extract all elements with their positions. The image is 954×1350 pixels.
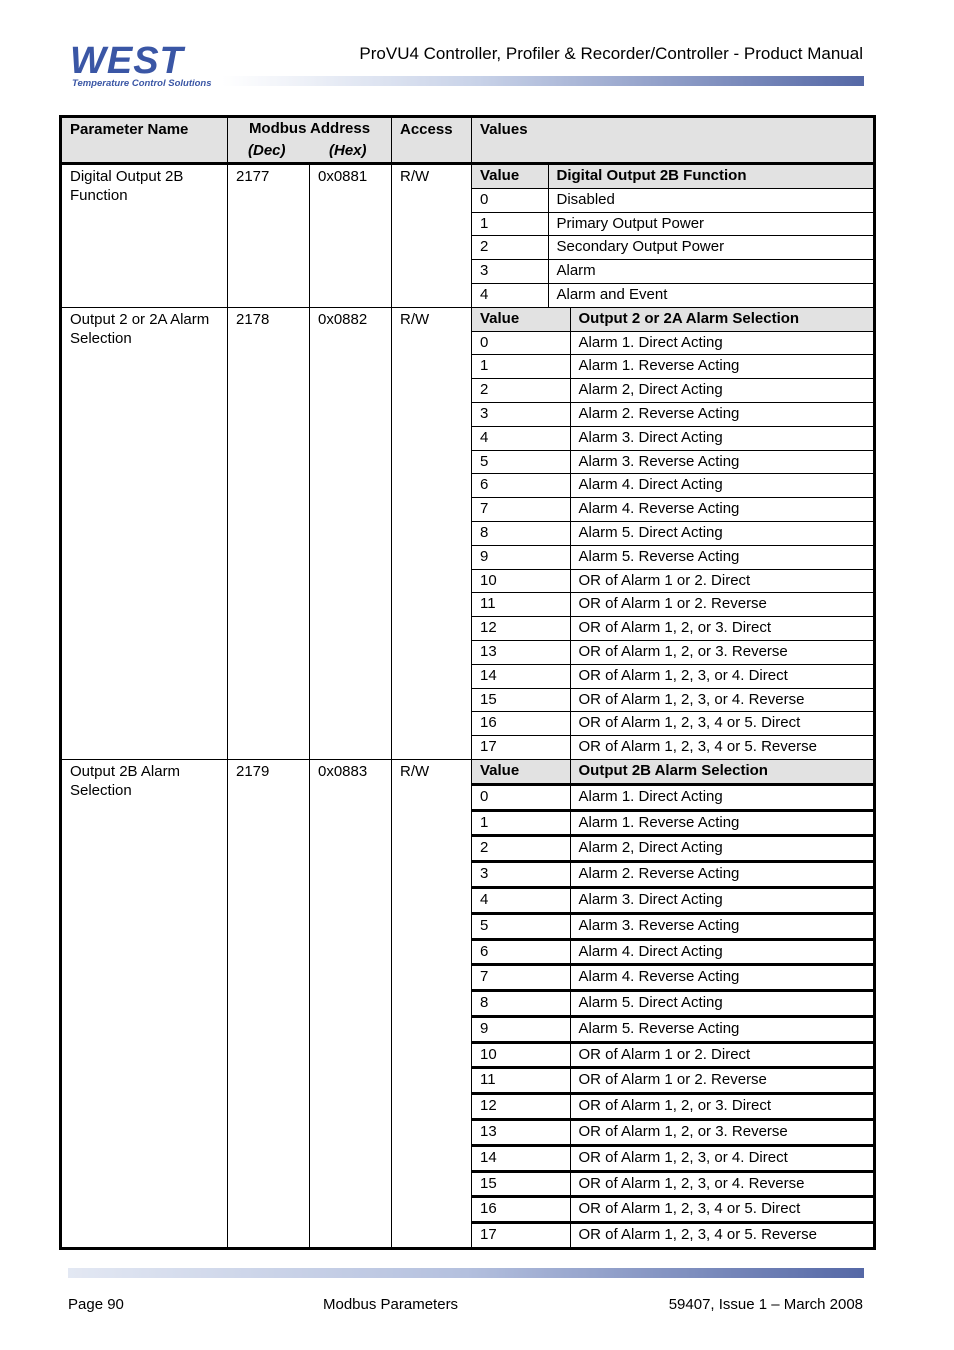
value-code: 9 [472, 1016, 570, 1042]
parameter-name: Output 2B Alarm Selection [61, 759, 228, 1248]
parameter-row [61, 307, 875, 759]
value-code: 17 [480, 1226, 497, 1244]
table-header-row [61, 117, 875, 164]
footer-doc-id: 59407, Issue 1 – March 2008 [668, 1296, 863, 1313]
header-divider-bar [222, 76, 864, 86]
value-code: 2 [472, 379, 570, 403]
value-row [472, 1120, 873, 1146]
modbus-hex: 0x0882 [310, 307, 392, 759]
value-row [472, 521, 873, 545]
value-row [472, 260, 873, 284]
value-row [472, 1197, 873, 1223]
value-column-header: Value [472, 308, 570, 331]
value-code: 2 [472, 236, 548, 260]
value-row [472, 688, 873, 712]
value-description: Primary Output Power [548, 212, 873, 236]
value-code: 16 [472, 1197, 570, 1223]
value-code: 12 [472, 1094, 570, 1120]
logo-wordmark: WEST [70, 40, 184, 82]
value-description: OR of Alarm 1 or 2. Direct [570, 1042, 873, 1068]
value-description: OR of Alarm 1 or 2. Reverse [570, 593, 873, 617]
value-description: Alarm 2. Reverse Acting [570, 402, 873, 426]
modbus-hex: 0x0883 [310, 759, 392, 1248]
value-code: 6 [472, 474, 570, 498]
value-description: Alarm 4. Reverse Acting [570, 965, 873, 991]
value-row [472, 236, 873, 260]
value-row [472, 836, 873, 862]
access: R/W [392, 164, 472, 308]
value-code: 4 [472, 887, 570, 913]
value-code: 5 [472, 450, 570, 474]
value-row [472, 188, 873, 212]
value-description: Alarm 3. Direct Acting [570, 426, 873, 450]
value-description: OR of Alarm 1, 2, or 3. Direct [570, 1094, 873, 1120]
value-code: 1 [472, 355, 570, 379]
value-row [472, 212, 873, 236]
value-row [472, 991, 873, 1017]
parameter-name: Output 2 or 2A Alarm Selection [61, 307, 228, 759]
header-dec: (Dec) [248, 142, 286, 159]
header-parameter-name: Parameter Name [61, 117, 228, 164]
value-row [472, 862, 873, 888]
values-header-row [472, 760, 873, 784]
description-column-header: Output 2 or 2A Alarm Selection [570, 308, 873, 331]
value-description: OR of Alarm 1, 2, 3, 4 or 5. Reverse [570, 1223, 873, 1247]
value-code: 7 [472, 965, 570, 991]
value-row [472, 1223, 873, 1247]
value-description: Alarm 2, Direct Acting [570, 836, 873, 862]
value-description: Alarm 5. Reverse Acting [570, 1016, 873, 1042]
value-row [472, 379, 873, 403]
modbus-dec: 2179 [228, 759, 310, 1248]
value-row [472, 784, 873, 810]
value-code: 15 [472, 688, 570, 712]
value-description: OR of Alarm 1, 2, or 3. Reverse [570, 1120, 873, 1146]
value-description: Alarm 4. Direct Acting [570, 474, 873, 498]
value-code: 0 [472, 188, 548, 212]
logo-subtitle: Temperature Control Solutions [72, 78, 212, 89]
header-access: Access [392, 117, 472, 164]
value-description: Disabled [548, 188, 873, 212]
page-number: Page 90 [68, 1296, 124, 1313]
modbus-parameter-table [59, 115, 876, 1250]
value-row [472, 545, 873, 569]
value-description: Alarm 1. Direct Acting [570, 331, 873, 355]
value-column-header: Value [472, 760, 570, 784]
access: R/W [392, 307, 472, 759]
parameter-row [61, 759, 875, 1248]
header-modbus-address-label: Modbus Address [248, 120, 371, 137]
value-code: 14 [472, 664, 570, 688]
value-description: OR of Alarm 1, 2, 3, 4 or 5. Reverse [570, 736, 873, 759]
value-description: Secondary Output Power [548, 236, 873, 260]
value-code: 6 [472, 939, 570, 965]
value-row [472, 355, 873, 379]
value-description: OR of Alarm 1, 2, or 3. Direct [570, 617, 873, 641]
value-code: 0 [472, 331, 570, 355]
footer-section: Modbus Parameters [323, 1296, 459, 1313]
value-code: 3 [472, 260, 548, 284]
modbus-hex: 0x0881 [310, 164, 392, 308]
description-column-header: Digital Output 2B Function [548, 165, 873, 188]
value-code: 13 [472, 640, 570, 664]
value-row [472, 426, 873, 450]
value-row [472, 640, 873, 664]
value-row [472, 1068, 873, 1094]
value-code: 3 [472, 862, 570, 888]
value-code: 5 [472, 913, 570, 939]
value-code: 17 [480, 738, 497, 756]
value-description: Alarm 3. Reverse Acting [570, 913, 873, 939]
value-row [472, 498, 873, 522]
value-row [472, 474, 873, 498]
value-row [472, 913, 873, 939]
value-code: 7 [472, 498, 570, 522]
value-description: Alarm 1. Reverse Acting [570, 810, 873, 836]
value-description: OR of Alarm 1, 2, 3, or 4. Reverse [570, 688, 873, 712]
values-cell [472, 759, 875, 1248]
value-description: Alarm [548, 260, 873, 284]
value-code: 0 [472, 784, 570, 810]
access: R/W [392, 759, 472, 1248]
value-row [472, 1094, 873, 1120]
value-description: OR of Alarm 1, 2, 3, or 4. Direct [570, 1145, 873, 1171]
value-code: 9 [472, 545, 570, 569]
values-table [472, 760, 873, 1247]
value-description: OR of Alarm 1, 2, 3, 4 or 5. Direct [570, 712, 873, 736]
value-row [472, 810, 873, 836]
value-code: 4 [472, 426, 570, 450]
value-description: Alarm 1. Direct Acting [570, 784, 873, 810]
values-header-row [472, 165, 873, 188]
values-cell [472, 307, 875, 759]
value-code: 3 [472, 402, 570, 426]
value-code: 10 [472, 569, 570, 593]
value-row [472, 402, 873, 426]
value-row [472, 664, 873, 688]
value-description: OR of Alarm 1, 2, or 3. Reverse [570, 640, 873, 664]
values-table [472, 308, 873, 759]
value-description: Alarm and Event [548, 283, 873, 306]
value-row [472, 887, 873, 913]
footer-divider-bar [68, 1268, 864, 1278]
header-values: Values [472, 117, 875, 164]
document-title: ProVU4 Controller, Profiler & Recorder/Controller - Product Manual [359, 44, 863, 63]
value-description: Alarm 5. Reverse Acting [570, 545, 873, 569]
value-code: 10 [472, 1042, 570, 1068]
value-description: OR of Alarm 1, 2, 3, or 4. Direct [570, 664, 873, 688]
value-row [472, 1145, 873, 1171]
value-code: 11 [472, 1068, 570, 1094]
value-row [472, 1042, 873, 1068]
parameter-row [61, 164, 875, 308]
header-modbus-address [228, 117, 392, 164]
value-code: 15 [472, 1171, 570, 1197]
value-row [472, 965, 873, 991]
value-code: 13 [472, 1120, 570, 1146]
west-logo [70, 42, 226, 90]
value-row [472, 331, 873, 355]
value-description: OR of Alarm 1, 2, 3, or 4. Reverse [570, 1171, 873, 1197]
value-code: 14 [472, 1145, 570, 1171]
value-row [472, 712, 873, 736]
value-description: Alarm 2, Direct Acting [570, 379, 873, 403]
value-row [472, 593, 873, 617]
value-description: Alarm 4. Reverse Acting [570, 498, 873, 522]
value-column-header: Value [472, 165, 548, 188]
header-hex: (Hex) [329, 142, 367, 159]
value-row [472, 939, 873, 965]
value-description: Alarm 3. Direct Acting [570, 887, 873, 913]
value-code: 16 [472, 712, 570, 736]
value-code: 4 [480, 285, 489, 303]
modbus-dec: 2177 [228, 164, 310, 308]
values-header-row [472, 308, 873, 331]
value-row [472, 450, 873, 474]
value-description: Alarm 4. Direct Acting [570, 939, 873, 965]
value-code: 1 [472, 810, 570, 836]
value-description: Alarm 3. Reverse Acting [570, 450, 873, 474]
value-description: OR of Alarm 1, 2, 3, 4 or 5. Direct [570, 1197, 873, 1223]
value-description: Alarm 1. Reverse Acting [570, 355, 873, 379]
value-description: Alarm 2. Reverse Acting [570, 862, 873, 888]
values-table [472, 165, 873, 307]
value-description: Alarm 5. Direct Acting [570, 521, 873, 545]
parameter-name: Digital Output 2B Function [61, 164, 228, 308]
value-description: OR of Alarm 1 or 2. Reverse [570, 1068, 873, 1094]
value-row [472, 283, 873, 306]
value-code: 2 [472, 836, 570, 862]
value-code: 12 [472, 617, 570, 641]
value-code: 8 [472, 521, 570, 545]
value-description: OR of Alarm 1 or 2. Direct [570, 569, 873, 593]
value-row [472, 569, 873, 593]
value-description: Alarm 5. Direct Acting [570, 991, 873, 1017]
value-row [472, 1171, 873, 1197]
value-row [472, 736, 873, 759]
value-code: 1 [472, 212, 548, 236]
values-cell [472, 164, 875, 308]
value-code: 8 [472, 991, 570, 1017]
modbus-dec: 2178 [228, 307, 310, 759]
description-column-header: Output 2B Alarm Selection [570, 760, 873, 784]
value-code: 11 [472, 593, 570, 617]
value-row [472, 1016, 873, 1042]
value-row [472, 617, 873, 641]
